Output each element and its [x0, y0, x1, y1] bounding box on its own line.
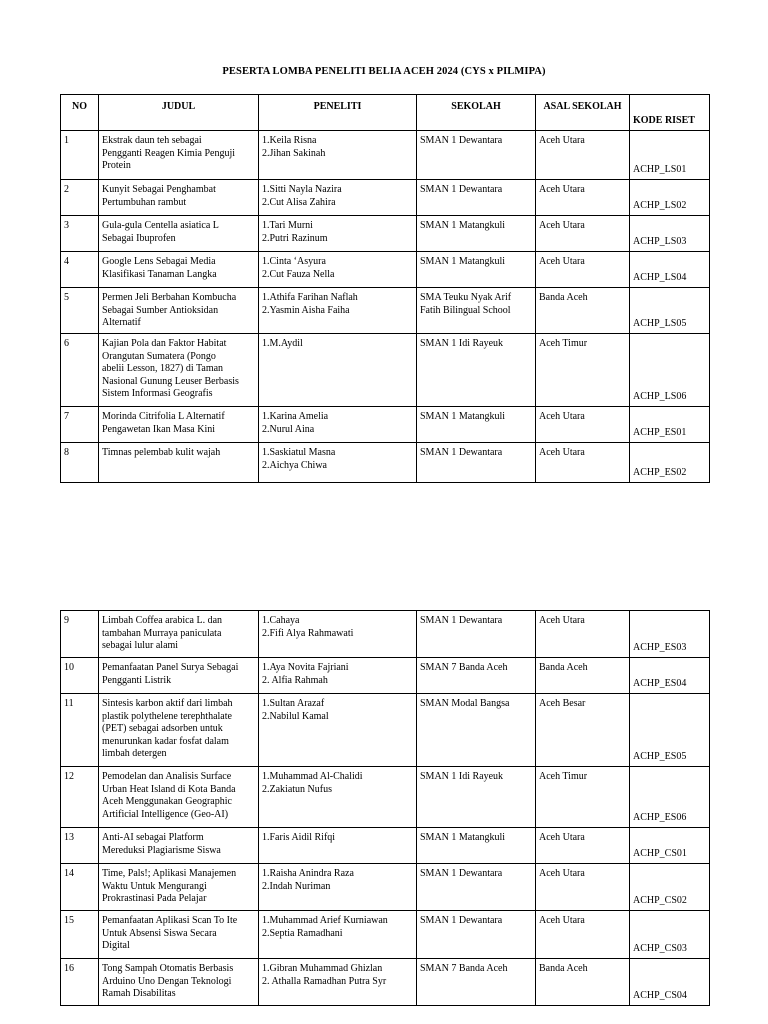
cell-line: Fatih Bilingual School [420, 304, 511, 316]
cell-peneliti [259, 959, 417, 1006]
cell-line: 1.Muhammad Al-Chalidi [262, 771, 363, 782]
cell-line: Klasifikasi Tanaman Langka [102, 268, 217, 280]
cell-line: 2.Putri Razinum [262, 232, 328, 244]
table-row [61, 611, 710, 658]
cell-line: Kunyit Sebagai Penghambat [102, 184, 216, 195]
cell-peneliti [259, 334, 417, 407]
cell-no: 10 [61, 658, 99, 694]
cell-line: Waktu Untuk Mengurangi [102, 880, 207, 892]
cell-judul [99, 216, 259, 252]
header-judul: JUDUL [99, 95, 259, 131]
cell-line: SMAN 1 Idi Rayeuk [420, 338, 504, 349]
cell-peneliti [259, 828, 417, 864]
cell-asal-sekolah: Aceh Utara [536, 131, 630, 180]
cell-sekolah [417, 216, 536, 252]
participants-table-2 [60, 610, 710, 1006]
cell-line: 2.Cut Fauza Nella [262, 268, 335, 280]
cell-kode-riset: ACHP_CS03 [630, 911, 710, 959]
cell-sekolah [417, 180, 536, 216]
header-no: NO [61, 95, 99, 131]
cell-asal-sekolah: Banda Aceh [536, 658, 630, 694]
cell-kode-riset: ACHP_CS02 [630, 864, 710, 911]
cell-asal-sekolah: Aceh Utara [536, 911, 630, 959]
cell-peneliti [259, 443, 417, 483]
cell-judul [99, 864, 259, 911]
cell-line: Prokrastinasi Pada Pelajar [102, 893, 207, 904]
cell-line: Urban Heat Island di Kota Banda [102, 783, 236, 795]
cell-judul [99, 180, 259, 216]
cell-line: 2.Indah Nuriman [262, 880, 331, 892]
cell-asal-sekolah: Aceh Utara [536, 216, 630, 252]
cell-sekolah [417, 611, 536, 658]
table-row [61, 443, 710, 483]
cell-line: Timnas pelembab kulit wajah [102, 447, 221, 458]
cell-no: 12 [61, 767, 99, 828]
cell-line: 2.Zakiatun Nufus [262, 783, 332, 795]
cell-line: SMAN 1 Dewantara [420, 868, 503, 879]
cell-judul [99, 443, 259, 483]
cell-no: 3 [61, 216, 99, 252]
cell-line: Alternatif [102, 317, 141, 328]
cell-judul [99, 911, 259, 959]
table-row [61, 180, 710, 216]
cell-sekolah [417, 334, 536, 407]
cell-line: (PET) sebagai adsorben untuk [102, 723, 223, 734]
cell-line: Pengganti Reagen Kimia Penguji [102, 147, 236, 159]
cell-judul [99, 767, 259, 828]
cell-line: Arduino Uno Dengan Teknologi [102, 975, 232, 987]
cell-line: sebagai lulur alami [102, 640, 179, 651]
cell-line: 1.Sultan Arazaf [262, 698, 325, 709]
cell-line: Pengganti Listrik [102, 674, 172, 686]
cell-line: 1.Saskiatul Masna [262, 447, 336, 458]
cell-line: 2.Fifi Alya Rahmawati [262, 627, 354, 639]
cell-asal-sekolah: Aceh Utara [536, 864, 630, 911]
cell-asal-sekolah: Aceh Utara [536, 407, 630, 443]
cell-judul [99, 959, 259, 1006]
cell-kode-riset: ACHP_LS01 [630, 131, 710, 180]
cell-asal-sekolah: Aceh Utara [536, 611, 630, 658]
cell-line: Mereduksi Plagiarisme Siswa [102, 844, 221, 856]
cell-kode-riset: ACHP_ES04 [630, 658, 710, 694]
cell-line: Pertumbuhan rambut [102, 196, 187, 208]
cell-line: 1.Karina Amelia [262, 411, 329, 422]
table-row [61, 658, 710, 694]
cell-sekolah [417, 767, 536, 828]
table-row [61, 911, 710, 959]
header-sekolah: SEKOLAH [417, 95, 536, 131]
table-row [61, 407, 710, 443]
cell-line: limbah detergen [102, 748, 167, 759]
cell-line: abelii Lesson, 1827) di Taman [102, 363, 224, 374]
cell-sekolah [417, 658, 536, 694]
cell-peneliti [259, 252, 417, 288]
cell-peneliti [259, 216, 417, 252]
cell-line: plastik polythelene terephthalate [102, 710, 232, 722]
cell-line: 2. Alfia Rahmah [262, 674, 328, 686]
cell-judul [99, 407, 259, 443]
cell-peneliti [259, 767, 417, 828]
cell-sekolah [417, 911, 536, 959]
cell-line: 1.Tari Murni [262, 220, 313, 231]
cell-asal-sekolah: Aceh Utara [536, 828, 630, 864]
cell-kode-riset: ACHP_ES06 [630, 767, 710, 828]
cell-sekolah [417, 407, 536, 443]
cell-line: SMAN 1 Matangkuli [420, 220, 505, 231]
cell-line: 2. Athalla Ramadhan Putra Syr [262, 975, 387, 987]
cell-no: 2 [61, 180, 99, 216]
cell-line: Morinda Citrifolia L Alternatif [102, 411, 225, 422]
cell-line: SMAN 7 Banda Aceh [420, 963, 508, 974]
cell-no: 16 [61, 959, 99, 1006]
cell-no: 11 [61, 694, 99, 767]
cell-line: tambahan Murraya paniculata [102, 627, 222, 639]
cell-line: Sebagai Ibuprofen [102, 232, 176, 244]
cell-peneliti [259, 288, 417, 334]
cell-sekolah [417, 828, 536, 864]
cell-no: 14 [61, 864, 99, 911]
header-peneliti: PENELITI [259, 95, 417, 131]
cell-line: Time, Pals!; Aplikasi Manajemen [102, 868, 237, 879]
cell-line: SMAN 1 Matangkuli [420, 411, 505, 422]
participants-table-1 [60, 94, 710, 483]
page-title: PESERTA LOMBA PENELITI BELIA ACEH 2024 (CYS x PILMIPA) [222, 66, 546, 77]
cell-line: 1.Cinta ‘Asyura [262, 256, 326, 267]
cell-line: 2.Yasmin Aisha Faiha [262, 304, 350, 316]
cell-line: Orangutan Sumatera (Pongo [102, 350, 216, 362]
cell-peneliti [259, 407, 417, 443]
cell-line: Pengawetan Ikan Masa Kini [102, 423, 216, 435]
cell-peneliti [259, 658, 417, 694]
cell-asal-sekolah: Banda Aceh [536, 288, 630, 334]
cell-judul [99, 334, 259, 407]
cell-line: Pemodelan dan Analisis Surface [102, 771, 232, 782]
cell-judul [99, 694, 259, 767]
cell-no: 8 [61, 443, 99, 483]
cell-asal-sekolah: Aceh Utara [536, 180, 630, 216]
cell-kode-riset: ACHP_LS03 [630, 216, 710, 252]
cell-line: 1.Cahaya [262, 615, 300, 626]
cell-peneliti [259, 864, 417, 911]
cell-line: 1.Aya Novita Fajriani [262, 662, 349, 673]
cell-no: 15 [61, 911, 99, 959]
cell-no: 4 [61, 252, 99, 288]
cell-sekolah [417, 959, 536, 1006]
cell-no: 1 [61, 131, 99, 180]
table-row [61, 694, 710, 767]
cell-line: Gula-gula Centella asiatica L [102, 220, 219, 231]
cell-line: 1.M.Aydil [262, 338, 303, 349]
cell-line: SMAN 1 Matangkuli [420, 832, 505, 843]
cell-line: SMA Teuku Nyak Arif [420, 292, 512, 303]
cell-no: 9 [61, 611, 99, 658]
cell-kode-riset: ACHP_LS02 [630, 180, 710, 216]
cell-line: 1.Faris Aidil Rifqi [262, 832, 336, 843]
cell-line: 1.Keila Risna [262, 135, 317, 146]
cell-kode-riset: ACHP_LS04 [630, 252, 710, 288]
table-row [61, 767, 710, 828]
table-row [61, 216, 710, 252]
cell-sekolah [417, 443, 536, 483]
cell-line: 2.Jihan Sakinah [262, 147, 326, 159]
cell-line: 2.Nabilul Kamal [262, 710, 329, 722]
cell-line: 1.Sitti Nayla Nazira [262, 184, 342, 195]
cell-sekolah [417, 288, 536, 334]
cell-judul [99, 828, 259, 864]
cell-peneliti [259, 611, 417, 658]
cell-line: Kajian Pola dan Faktor Habitat [102, 338, 227, 349]
cell-no: 13 [61, 828, 99, 864]
header-asal-sekolah: ASAL SEKOLAH [536, 95, 630, 131]
table-row [61, 334, 710, 407]
table-row [61, 131, 710, 180]
cell-asal-sekolah: Aceh Utara [536, 443, 630, 483]
cell-line: Ramah Disabilitas [102, 988, 176, 999]
cell-line: SMAN 7 Banda Aceh [420, 662, 508, 673]
cell-peneliti [259, 911, 417, 959]
header-kode-riset: KODE RISET [630, 95, 710, 131]
cell-line: Pemanfaatan Panel Surya Sebagai [102, 662, 239, 673]
cell-line: SMAN 1 Dewantara [420, 447, 503, 458]
table-row [61, 288, 710, 334]
cell-sekolah [417, 864, 536, 911]
cell-line: Google Lens Sebagai Media [102, 256, 216, 267]
cell-kode-riset: ACHP_ES03 [630, 611, 710, 658]
cell-judul [99, 131, 259, 180]
cell-peneliti [259, 694, 417, 767]
cell-line: Limbah Coffea arabica L. dan [102, 615, 223, 626]
table-row [61, 252, 710, 288]
cell-line: SMAN 1 Dewantara [420, 915, 503, 926]
cell-judul [99, 611, 259, 658]
cell-peneliti [259, 131, 417, 180]
cell-line: menurunkan kadar fosfat dalam [102, 735, 229, 747]
cell-line: 2.Nurul Aina [262, 423, 315, 435]
cell-kode-riset: ACHP_ES01 [630, 407, 710, 443]
table-row [61, 864, 710, 911]
cell-line: 1.Athifa Farihan Naflah [262, 292, 358, 303]
cell-no: 5 [61, 288, 99, 334]
cell-line: Untuk Absensi Siswa Secara [102, 927, 217, 939]
cell-sekolah [417, 694, 536, 767]
cell-line: Sebagai Sumber Antioksidan [102, 304, 219, 316]
table-row [61, 959, 710, 1006]
table-row [61, 828, 710, 864]
cell-no: 7 [61, 407, 99, 443]
cell-line: 2.Cut Alisa Zahira [262, 196, 336, 208]
cell-line: Digital [102, 940, 130, 951]
cell-kode-riset: ACHP_CS01 [630, 828, 710, 864]
cell-line: 2.Septia Ramadhani [262, 927, 343, 939]
cell-line: Artificial Intelligence (Geo-AI) [102, 808, 229, 820]
cell-kode-riset: ACHP_LS05 [630, 288, 710, 334]
cell-judul [99, 252, 259, 288]
cell-line: SMAN 1 Idi Rayeuk [420, 771, 504, 782]
cell-peneliti [259, 180, 417, 216]
cell-line: SMAN 1 Dewantara [420, 135, 503, 146]
cell-sekolah [417, 252, 536, 288]
cell-judul [99, 288, 259, 334]
cell-judul [99, 658, 259, 694]
cell-line: SMAN 1 Dewantara [420, 615, 503, 626]
cell-line: Sistem Informasi Geografis [102, 388, 213, 399]
cell-asal-sekolah: Aceh Timur [536, 767, 630, 828]
cell-line: Anti-AI sebagai Platform [102, 832, 204, 843]
cell-sekolah [417, 131, 536, 180]
cell-kode-riset: ACHP_ES05 [630, 694, 710, 767]
cell-asal-sekolah: Aceh Besar [536, 694, 630, 767]
cell-line: 1.Raisha Anindra Raza [262, 868, 354, 879]
cell-no: 6 [61, 334, 99, 407]
cell-line: SMAN 1 Matangkuli [420, 256, 505, 267]
cell-kode-riset: ACHP_ES02 [630, 443, 710, 483]
cell-line: Tong Sampah Otomatis Berbasis [102, 963, 234, 974]
cell-line: Nasional Gunung Leuser Berbasis [102, 375, 239, 387]
cell-line: Ekstrak daun teh sebagai [102, 135, 202, 146]
table-header-row [61, 95, 710, 131]
cell-asal-sekolah: Banda Aceh [536, 959, 630, 1006]
cell-line: SMAN Modal Bangsa [420, 698, 510, 709]
cell-line: Sintesis karbon aktif dari limbah [102, 698, 233, 709]
cell-line: Aceh Menggunakan Geographic [102, 796, 232, 807]
cell-kode-riset: ACHP_CS04 [630, 959, 710, 1006]
cell-line: SMAN 1 Dewantara [420, 184, 503, 195]
cell-asal-sekolah: Aceh Timur [536, 334, 630, 407]
cell-line: Pemanfaatan Aplikasi Scan To Ite [102, 915, 238, 926]
cell-line: 1.Gibran Muhammad Ghizlan [262, 963, 383, 974]
cell-asal-sekolah: Aceh Utara [536, 252, 630, 288]
cell-line: 2.Aichya Chiwa [262, 459, 327, 471]
cell-line: Protein [102, 160, 131, 171]
cell-line: 1.Muhammad Arief Kurniawan [262, 915, 388, 926]
cell-kode-riset: ACHP_LS06 [630, 334, 710, 407]
cell-line: Permen Jeli Berbahan Kombucha [102, 292, 237, 303]
